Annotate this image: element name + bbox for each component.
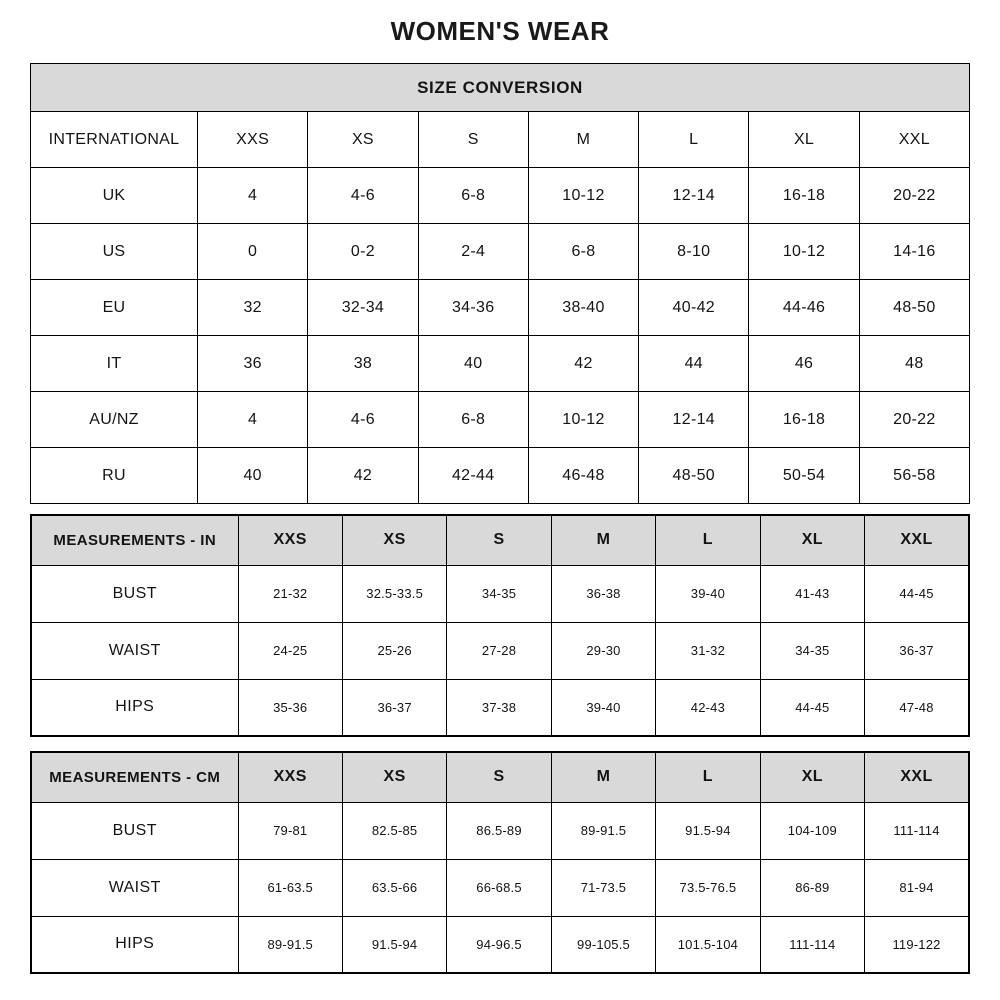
value-cell: 63.5-66 bbox=[342, 859, 446, 916]
value-cell: 39-40 bbox=[551, 679, 655, 736]
row-label: INTERNATIONAL bbox=[31, 112, 198, 168]
value-cell: 34-35 bbox=[760, 622, 864, 679]
measurements-in-body bbox=[31, 565, 969, 736]
size-column-header: XXL bbox=[865, 752, 969, 802]
size-column-header: XS bbox=[342, 515, 446, 565]
value-cell: 44 bbox=[639, 336, 749, 392]
value-cell: 31-32 bbox=[656, 622, 760, 679]
table-row bbox=[31, 392, 970, 448]
value-cell: 44-46 bbox=[749, 280, 859, 336]
table-row bbox=[31, 622, 969, 679]
value-cell: 35-36 bbox=[238, 679, 342, 736]
value-cell: XXL bbox=[859, 112, 969, 168]
size-column-header: XXS bbox=[238, 752, 342, 802]
value-cell: 27-28 bbox=[447, 622, 551, 679]
table-header-row bbox=[31, 752, 969, 802]
value-cell: 25-26 bbox=[342, 622, 446, 679]
value-cell: 20-22 bbox=[859, 168, 969, 224]
row-label: BUST bbox=[31, 802, 238, 859]
size-column-header: L bbox=[656, 515, 760, 565]
size-column-header: S bbox=[447, 752, 551, 802]
value-cell: 111-114 bbox=[865, 802, 969, 859]
size-column-header: XL bbox=[760, 752, 864, 802]
value-cell: 79-81 bbox=[238, 802, 342, 859]
value-cell: XS bbox=[308, 112, 418, 168]
size-column-header: M bbox=[551, 515, 655, 565]
value-cell: 41-43 bbox=[760, 565, 864, 622]
value-cell: 94-96.5 bbox=[447, 916, 551, 973]
value-cell: 40-42 bbox=[639, 280, 749, 336]
value-cell: 89-91.5 bbox=[238, 916, 342, 973]
size-conversion-title: SIZE CONVERSION bbox=[31, 64, 970, 112]
value-cell: 104-109 bbox=[760, 802, 864, 859]
value-cell: 89-91.5 bbox=[551, 802, 655, 859]
row-label: WAIST bbox=[31, 859, 238, 916]
value-cell: 61-63.5 bbox=[238, 859, 342, 916]
size-conversion-title-row bbox=[31, 64, 970, 112]
row-label: UK bbox=[31, 168, 198, 224]
value-cell: 34-35 bbox=[447, 565, 551, 622]
value-cell: 86-89 bbox=[760, 859, 864, 916]
value-cell: 10-12 bbox=[749, 224, 859, 280]
value-cell: 86.5-89 bbox=[447, 802, 551, 859]
table-row bbox=[31, 448, 970, 504]
value-cell: 91.5-94 bbox=[342, 916, 446, 973]
value-cell: 56-58 bbox=[859, 448, 969, 504]
value-cell: 119-122 bbox=[865, 916, 969, 973]
value-cell: 101.5-104 bbox=[656, 916, 760, 973]
measurements-in-header bbox=[31, 515, 969, 565]
value-cell: 10-12 bbox=[528, 168, 638, 224]
size-column-header: XXS bbox=[238, 515, 342, 565]
value-cell: 46 bbox=[749, 336, 859, 392]
row-label: RU bbox=[31, 448, 198, 504]
row-label: EU bbox=[31, 280, 198, 336]
value-cell: 6-8 bbox=[528, 224, 638, 280]
value-cell: 111-114 bbox=[760, 916, 864, 973]
value-cell: 0 bbox=[198, 224, 308, 280]
row-label: AU/NZ bbox=[31, 392, 198, 448]
measurements-cm-table bbox=[30, 751, 970, 974]
value-cell: 12-14 bbox=[639, 168, 749, 224]
measurements-in-table bbox=[30, 514, 970, 737]
value-cell: 46-48 bbox=[528, 448, 638, 504]
value-cell: 34-36 bbox=[418, 280, 528, 336]
value-cell: 48 bbox=[859, 336, 969, 392]
value-cell: 48-50 bbox=[859, 280, 969, 336]
value-cell: 48-50 bbox=[639, 448, 749, 504]
table-row bbox=[31, 916, 969, 973]
value-cell: 14-16 bbox=[859, 224, 969, 280]
value-cell: 50-54 bbox=[749, 448, 859, 504]
value-cell: 39-40 bbox=[656, 565, 760, 622]
row-label: US bbox=[31, 224, 198, 280]
size-column-header: XL bbox=[760, 515, 864, 565]
table-row bbox=[31, 336, 970, 392]
value-cell: 42 bbox=[528, 336, 638, 392]
measurements-title: MEASUREMENTS - CM bbox=[31, 752, 238, 802]
value-cell: 4-6 bbox=[308, 168, 418, 224]
size-column-header: XXL bbox=[865, 515, 969, 565]
value-cell: 4-6 bbox=[308, 392, 418, 448]
value-cell: 16-18 bbox=[749, 168, 859, 224]
value-cell: 99-105.5 bbox=[551, 916, 655, 973]
value-cell: 36-38 bbox=[551, 565, 655, 622]
value-cell: 29-30 bbox=[551, 622, 655, 679]
value-cell: 6-8 bbox=[418, 392, 528, 448]
value-cell: 66-68.5 bbox=[447, 859, 551, 916]
value-cell: 42-43 bbox=[656, 679, 760, 736]
row-label: BUST bbox=[31, 565, 238, 622]
size-column-header: L bbox=[656, 752, 760, 802]
value-cell: 32 bbox=[198, 280, 308, 336]
value-cell: 40 bbox=[418, 336, 528, 392]
value-cell: 42 bbox=[308, 448, 418, 504]
value-cell: 8-10 bbox=[639, 224, 749, 280]
table-row bbox=[31, 679, 969, 736]
value-cell: 42-44 bbox=[418, 448, 528, 504]
value-cell: 36 bbox=[198, 336, 308, 392]
table-row bbox=[31, 224, 970, 280]
value-cell: L bbox=[639, 112, 749, 168]
value-cell: 4 bbox=[198, 392, 308, 448]
row-label: IT bbox=[31, 336, 198, 392]
table-row bbox=[31, 859, 969, 916]
table-header-row bbox=[31, 515, 969, 565]
size-conversion-body bbox=[31, 112, 970, 504]
value-cell: 16-18 bbox=[749, 392, 859, 448]
value-cell: 36-37 bbox=[342, 679, 446, 736]
value-cell: 81-94 bbox=[865, 859, 969, 916]
value-cell: XL bbox=[749, 112, 859, 168]
value-cell: 12-14 bbox=[639, 392, 749, 448]
value-cell: 47-48 bbox=[865, 679, 969, 736]
value-cell: 21-32 bbox=[238, 565, 342, 622]
size-column-header: S bbox=[447, 515, 551, 565]
page-title: WOMEN'S WEAR bbox=[390, 16, 610, 46]
value-cell: 6-8 bbox=[418, 168, 528, 224]
value-cell: 44-45 bbox=[865, 565, 969, 622]
value-cell: 82.5-85 bbox=[342, 802, 446, 859]
value-cell: 38 bbox=[308, 336, 418, 392]
table-row bbox=[31, 565, 969, 622]
value-cell: XXS bbox=[198, 112, 308, 168]
value-cell: 40 bbox=[198, 448, 308, 504]
table-row bbox=[31, 280, 970, 336]
value-cell: M bbox=[528, 112, 638, 168]
value-cell: 91.5-94 bbox=[656, 802, 760, 859]
row-label: WAIST bbox=[31, 622, 238, 679]
size-column-header: M bbox=[551, 752, 655, 802]
value-cell: 2-4 bbox=[418, 224, 528, 280]
value-cell: 10-12 bbox=[528, 392, 638, 448]
measurements-cm-header bbox=[31, 752, 969, 802]
row-label: HIPS bbox=[31, 916, 238, 973]
table-row bbox=[31, 112, 970, 168]
table-row bbox=[31, 168, 970, 224]
value-cell: 32-34 bbox=[308, 280, 418, 336]
table-row bbox=[31, 802, 969, 859]
value-cell: 38-40 bbox=[528, 280, 638, 336]
value-cell: 0-2 bbox=[308, 224, 418, 280]
size-conversion-table bbox=[30, 63, 970, 504]
size-column-header: XS bbox=[342, 752, 446, 802]
value-cell: 20-22 bbox=[859, 392, 969, 448]
value-cell: S bbox=[418, 112, 528, 168]
value-cell: 32.5-33.5 bbox=[342, 565, 446, 622]
value-cell: 4 bbox=[198, 168, 308, 224]
measurements-cm-body bbox=[31, 802, 969, 973]
value-cell: 37-38 bbox=[447, 679, 551, 736]
value-cell: 44-45 bbox=[760, 679, 864, 736]
measurements-title: MEASUREMENTS - IN bbox=[31, 515, 238, 565]
row-label: HIPS bbox=[31, 679, 238, 736]
value-cell: 24-25 bbox=[238, 622, 342, 679]
value-cell: 36-37 bbox=[865, 622, 969, 679]
value-cell: 71-73.5 bbox=[551, 859, 655, 916]
value-cell: 73.5-76.5 bbox=[656, 859, 760, 916]
